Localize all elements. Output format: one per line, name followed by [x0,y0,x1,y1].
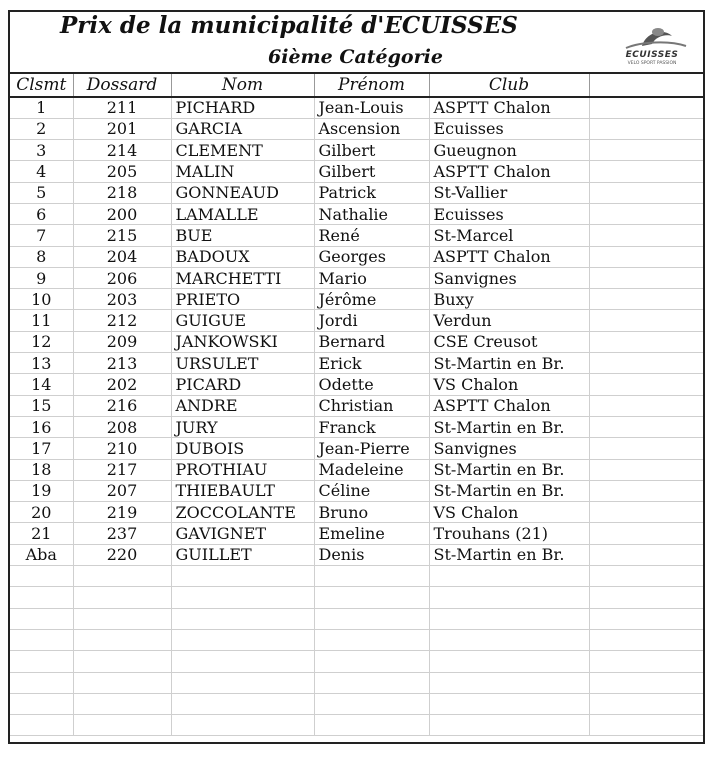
club-cell: VS Chalon [429,374,589,395]
blank-cell [589,523,703,544]
table-row [10,203,703,224]
empty-cell [171,672,314,693]
blank-cell [589,310,703,331]
bib-cell: 237 [73,523,171,544]
club-cell: St-Martin en Br. [429,459,589,480]
empty-cell [73,608,171,629]
empty-cell [171,715,314,736]
empty-cell [10,629,73,650]
table-row [10,97,703,118]
first-name-cell: Mario [314,267,429,288]
table-row [10,438,703,459]
empty-row [10,693,703,714]
column-header-prenom: Prénom [314,73,429,97]
club-cell: St-Martin en Br. [429,480,589,501]
club-cell: ASPTT Chalon [429,161,589,182]
table-row [10,459,703,480]
empty-row [10,629,703,650]
bib-cell: 201 [73,118,171,139]
empty-cell [73,651,171,672]
club-cell: Gueugnon [429,140,589,161]
bib-cell: 211 [73,97,171,118]
results-table [10,72,703,736]
table-row [10,502,703,523]
empty-cell [429,587,589,608]
empty-cell [171,566,314,587]
table-row [10,374,703,395]
rank-cell: 12 [10,331,73,352]
empty-cell [429,651,589,672]
blank-cell [589,140,703,161]
empty-cell [171,587,314,608]
blank-cell [589,246,703,267]
column-header-clsmt: Clsmt [10,73,73,97]
bib-cell: 206 [73,267,171,288]
empty-row [10,651,703,672]
bib-cell: 216 [73,395,171,416]
blank-cell [589,203,703,224]
last-name-cell: GONNEAUD [171,182,314,203]
rank-cell: 9 [10,267,73,288]
last-name-cell: GARCIA [171,118,314,139]
empty-cell [314,566,429,587]
bib-cell: 215 [73,225,171,246]
club-cell: Ecuisses [429,118,589,139]
blank-cell [589,459,703,480]
first-name-cell: Jordi [314,310,429,331]
club-cell: St-Martin en Br. [429,416,589,437]
empty-cell [314,672,429,693]
rank-cell: 11 [10,310,73,331]
last-name-cell: PROTHIAU [171,459,314,480]
club-cell: Sanvignes [429,438,589,459]
blank-cell [589,416,703,437]
last-name-cell: ZOCCOLANTE [171,502,314,523]
last-name-cell: PICARD [171,374,314,395]
first-name-cell: Jean-Pierre [314,438,429,459]
first-name-cell: Jean-Louis [314,97,429,118]
empty-cell [429,672,589,693]
first-name-cell: Emeline [314,523,429,544]
last-name-cell: CLEMENT [171,140,314,161]
empty-cell [10,715,73,736]
logo-subtext: VELO SPORT PASSION [627,61,677,66]
club-cell: Buxy [429,289,589,310]
table-row [10,310,703,331]
empty-cell [589,651,703,672]
last-name-cell: JANKOWSKI [171,331,314,352]
club-cell: St-Vallier [429,182,589,203]
club-cell: St-Martin en Br. [429,544,589,565]
rank-cell: 7 [10,225,73,246]
empty-cell [73,715,171,736]
empty-cell [429,629,589,650]
last-name-cell: GUIGUE [171,310,314,331]
empty-cell [171,651,314,672]
last-name-cell: MARCHETTI [171,267,314,288]
empty-cell [314,651,429,672]
blank-cell [589,225,703,246]
last-name-cell: THIEBAULT [171,480,314,501]
bib-cell: 210 [73,438,171,459]
empty-cell [171,629,314,650]
blank-cell [589,502,703,523]
bib-cell: 205 [73,161,171,182]
empty-cell [429,715,589,736]
blank-cell [589,544,703,565]
last-name-cell: URSULET [171,353,314,374]
empty-cell [314,608,429,629]
bib-cell: 200 [73,203,171,224]
rank-cell: 21 [10,523,73,544]
column-header-blank [589,73,703,97]
empty-cell [314,587,429,608]
empty-cell [10,587,73,608]
last-name-cell: PRIETO [171,289,314,310]
empty-cell [171,693,314,714]
first-name-cell: Bruno [314,502,429,523]
column-header-club: Club [429,73,589,97]
last-name-cell: BUE [171,225,314,246]
blank-cell [589,118,703,139]
empty-cell [10,608,73,629]
bib-cell: 204 [73,246,171,267]
table-header-row [10,73,703,97]
blank-cell [589,267,703,288]
rank-cell: Aba [10,544,73,565]
first-name-cell: Christian [314,395,429,416]
table-row [10,544,703,565]
table-row [10,353,703,374]
empty-row [10,587,703,608]
empty-cell [10,693,73,714]
first-name-cell: Ascension [314,118,429,139]
blank-cell [589,182,703,203]
bib-cell: 212 [73,310,171,331]
last-name-cell: JURY [171,416,314,437]
club-logo [612,24,692,68]
first-name-cell: Odette [314,374,429,395]
blank-cell [589,97,703,118]
rank-cell: 4 [10,161,73,182]
club-cell: ASPTT Chalon [429,246,589,267]
table-row [10,416,703,437]
rank-cell: 16 [10,416,73,437]
bib-cell: 218 [73,182,171,203]
column-header-nom: Nom [171,73,314,97]
empty-cell [10,672,73,693]
empty-cell [314,715,429,736]
last-name-cell: LAMALLE [171,203,314,224]
empty-row [10,608,703,629]
rank-cell: 18 [10,459,73,480]
rank-cell: 2 [10,118,73,139]
table-row [10,395,703,416]
empty-cell [589,566,703,587]
rank-cell: 20 [10,502,73,523]
bib-cell: 207 [73,480,171,501]
club-cell: St-Martin en Br. [429,353,589,374]
empty-cell [73,693,171,714]
empty-cell [10,566,73,587]
club-cell: CSE Creusot [429,331,589,352]
table-row [10,331,703,352]
club-cell: Sanvignes [429,267,589,288]
rank-cell: 10 [10,289,73,310]
empty-cell [314,629,429,650]
bib-cell: 208 [73,416,171,437]
table-row [10,289,703,310]
empty-cell [73,587,171,608]
first-name-cell: Patrick [314,182,429,203]
bib-cell: 219 [73,502,171,523]
cyclist-icon [612,24,692,50]
first-name-cell: Gilbert [314,140,429,161]
rank-cell: 15 [10,395,73,416]
logo-text: ECUISSES [625,50,679,60]
table-row [10,267,703,288]
club-cell: Verdun [429,310,589,331]
empty-cell [589,693,703,714]
empty-cell [589,672,703,693]
table-row [10,523,703,544]
first-name-cell: René [314,225,429,246]
club-cell: VS Chalon [429,502,589,523]
last-name-cell: PICHARD [171,97,314,118]
last-name-cell: GAVIGNET [171,523,314,544]
rank-cell: 13 [10,353,73,374]
empty-cell [171,608,314,629]
blank-cell [589,480,703,501]
table-row [10,246,703,267]
bib-cell: 213 [73,353,171,374]
bib-cell: 209 [73,331,171,352]
empty-cell [314,693,429,714]
first-name-cell: Bernard [314,331,429,352]
club-cell: ASPTT Chalon [429,395,589,416]
first-name-cell: Gilbert [314,161,429,182]
bib-cell: 220 [73,544,171,565]
blank-cell [589,374,703,395]
empty-row [10,566,703,587]
rank-cell: 14 [10,374,73,395]
first-name-cell: Céline [314,480,429,501]
last-name-cell: GUILLET [171,544,314,565]
empty-cell [589,608,703,629]
first-name-cell: Denis [314,544,429,565]
blank-cell [589,395,703,416]
blank-cell [589,353,703,374]
club-cell: Ecuisses [429,203,589,224]
club-cell: ASPTT Chalon [429,97,589,118]
first-name-cell: Jérôme [314,289,429,310]
page-title: Prix de la municipalité d'ECUISSES [60,12,518,39]
first-name-cell: Franck [314,416,429,437]
table-row [10,182,703,203]
last-name-cell: BADOUX [171,246,314,267]
table-row [10,118,703,139]
rank-cell: 17 [10,438,73,459]
bib-cell: 217 [73,459,171,480]
empty-row [10,672,703,693]
first-name-cell: Madeleine [314,459,429,480]
blank-cell [589,331,703,352]
table-row [10,140,703,161]
empty-cell [429,566,589,587]
bib-cell: 214 [73,140,171,161]
empty-cell [10,651,73,672]
bib-cell: 202 [73,374,171,395]
empty-cell [589,715,703,736]
blank-cell [589,161,703,182]
first-name-cell: Erick [314,353,429,374]
last-name-cell: DUBOIS [171,438,314,459]
rank-cell: 6 [10,203,73,224]
empty-cell [73,629,171,650]
rank-cell: 3 [10,140,73,161]
blank-cell [589,438,703,459]
empty-cell [429,608,589,629]
category-subtitle: 6ième Catégorie [268,46,443,68]
empty-row [10,715,703,736]
empty-cell [73,672,171,693]
rank-cell: 19 [10,480,73,501]
empty-cell [589,629,703,650]
bib-cell: 203 [73,289,171,310]
empty-cell [73,566,171,587]
rank-cell: 1 [10,97,73,118]
rank-cell: 8 [10,246,73,267]
club-cell: Trouhans (21) [429,523,589,544]
last-name-cell: MALIN [171,161,314,182]
table-row [10,225,703,246]
empty-cell [429,693,589,714]
table-row [10,161,703,182]
first-name-cell: Nathalie [314,203,429,224]
rank-cell: 5 [10,182,73,203]
first-name-cell: Georges [314,246,429,267]
club-cell: St-Marcel [429,225,589,246]
last-name-cell: ANDRE [171,395,314,416]
blank-cell [589,289,703,310]
table-row [10,480,703,501]
column-header-dossard: Dossard [73,73,171,97]
empty-cell [589,587,703,608]
